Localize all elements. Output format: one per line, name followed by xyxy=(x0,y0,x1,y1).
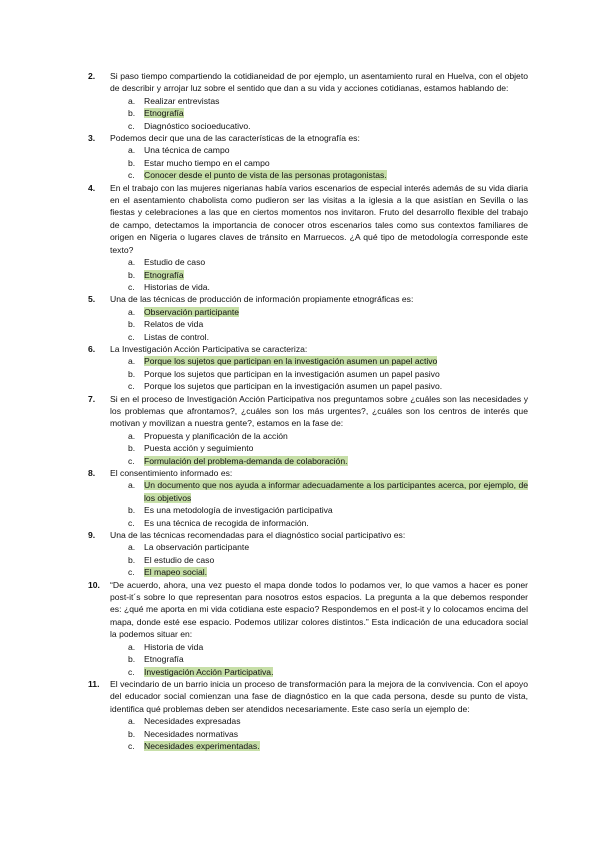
option-letter: c. xyxy=(128,170,135,181)
option-text: Necesidades normativas xyxy=(144,728,239,739)
answer-option xyxy=(88,144,528,156)
option-text: Puesta acción y seguimiento xyxy=(144,443,254,454)
answer-option-correct xyxy=(88,107,528,119)
answer-option xyxy=(88,281,528,293)
option-letter: b. xyxy=(128,443,136,454)
option-letter: a. xyxy=(128,430,136,441)
question-item xyxy=(88,579,528,641)
answer-option-correct xyxy=(88,355,528,367)
option-text: Historia de vida xyxy=(144,641,204,652)
question-item xyxy=(88,529,528,541)
answer-option xyxy=(88,430,528,442)
answer-option xyxy=(88,331,528,343)
answer-option xyxy=(88,368,528,380)
question-text: En el trabajo con las mujeres nigerianas había varios escenarios de especial interés además de su vida diaria en el asentamiento chabolista como pudieron ser las visitas a la iglesia a la que asistían en Sevilla o las fiestas y celebraciones a las que en ciertos momentos nos invitaron. Fruto del desarrollo flexible del trabajo de campo, detectamos la importancia de conocer otros escenarios tales como sus contextos familiares de origen en Nigeria o lugares claves de tránsito en Marruecos. ¿A qué tipo de metodología corresponde este texto? xyxy=(110,182,528,255)
question-number: 9. xyxy=(88,530,96,541)
option-letter: a. xyxy=(128,480,136,491)
highlighted-answer-text: Etnografía xyxy=(144,108,184,119)
question-item xyxy=(88,70,528,95)
answer-option xyxy=(88,728,528,740)
highlighted-answer-text: Conocer desde el punto de vista de las personas protagonistas. xyxy=(144,170,387,181)
highlighted-answer-text: Formulación del problema-demanda de colaboración. xyxy=(144,455,348,466)
option-letter: c. xyxy=(128,331,135,342)
answer-option-correct xyxy=(88,666,528,678)
option-text: Relatos de vida xyxy=(144,319,204,330)
answer-option xyxy=(88,442,528,454)
option-text: Propuesta y planificación de la acción xyxy=(144,430,288,441)
option-letter: b. xyxy=(128,728,136,739)
option-letter: a. xyxy=(128,641,136,652)
option-letter: c. xyxy=(128,120,135,131)
answer-option xyxy=(88,95,528,107)
answer-option-correct xyxy=(88,455,528,467)
highlighted-answer-text: Un documento que nos ayuda a informar adecuadamente a los participantes acerca, por ejemplo, de los objetivos xyxy=(144,480,528,503)
question-number: 2. xyxy=(88,71,96,81)
question-number: 8. xyxy=(88,468,96,478)
answer-option xyxy=(88,256,528,268)
question-item xyxy=(88,467,528,479)
highlighted-answer-text: Etnografía xyxy=(144,269,184,280)
answer-option-correct xyxy=(88,306,528,318)
question-list xyxy=(88,70,528,752)
option-letter: a. xyxy=(128,95,136,106)
option-letter: c. xyxy=(128,740,135,751)
question-text: Una de las técnicas recomendadas para el diagnóstico social participativo es: xyxy=(110,530,406,541)
option-text: Diagnóstico socioeducativo. xyxy=(144,120,251,131)
option-text: Necesidades expresadas xyxy=(144,716,241,727)
question-text: Una de las técnicas de producción de información propiamente etnográficas es: xyxy=(110,294,414,305)
option-text: Historias de vida. xyxy=(144,281,210,292)
question-text: “De acuerdo, ahora, una vez puesto el mapa donde todos lo podamos ver, lo que vamos a hacer es poner post-it´s sobre lo que representan para nosotros estos espacios. La pregunta a la que debemos responder es: ¿qué me aporta en mi vida cotidiana este espacio? Respondemos en el post-it y lo colocamos encima del mapa, donde esté ese espacio. Podemos utilizar colores distintos.” Esta indicación de una educadora social la podemos situar en: xyxy=(110,579,528,640)
option-letter: c. xyxy=(128,455,135,466)
question-number: 10. xyxy=(88,579,100,590)
question-text: El vecindario de un barrio inicia un proceso de transformación para la mejora de la convivencia. Con el apoyo del educador social comienzan una fase de diagnóstico en la que cada persona, desde su punto de vista, identifica qué problemas deben ser atendidos necesariamente. Este caso sería un ejemplo de: xyxy=(110,678,528,714)
option-letter: b. xyxy=(128,108,136,119)
option-letter: b. xyxy=(128,269,136,280)
question-number: 4. xyxy=(88,182,96,193)
answer-option xyxy=(88,120,528,132)
answer-option xyxy=(88,653,528,665)
option-letter: b. xyxy=(128,157,136,168)
answer-option-correct xyxy=(88,566,528,578)
answer-option xyxy=(88,554,528,566)
option-letter: a. xyxy=(128,356,136,367)
option-letter: a. xyxy=(128,145,136,156)
option-letter: c. xyxy=(128,517,135,528)
option-text: El estudio de caso xyxy=(144,554,215,565)
answer-option xyxy=(88,157,528,169)
answer-option xyxy=(88,517,528,529)
option-letter: c. xyxy=(128,281,135,292)
answer-option xyxy=(88,541,528,553)
answer-option xyxy=(88,641,528,653)
question-text: La Investigación Acción Participativa se caracteriza: xyxy=(110,343,308,354)
highlighted-answer-text: Necesidades experimentadas. xyxy=(144,740,260,751)
highlighted-answer-text: Porque los sujetos que participan en la investigación asumen un papel activo xyxy=(144,356,438,367)
highlighted-answer-text: Observación participante xyxy=(144,306,240,317)
answer-option xyxy=(88,504,528,516)
option-letter: b. xyxy=(128,368,136,379)
option-text: Porque los sujetos que participan en la investigación asumen un papel pasivo xyxy=(144,368,440,379)
question-text: Si paso tiempo compartiendo la cotidianeidad de por ejemplo, un asentamiento rural en Huelva, con el objeto de describir y arrojar luz sobre el sentido que dan a su vida y acciones cotidianas, estamos hablando de: xyxy=(110,71,528,94)
option-text: La observación participante xyxy=(144,542,250,553)
option-text: Etnografía xyxy=(144,654,184,665)
question-text: Si en el proceso de Investigación Acción Participativa nos preguntamos sobre ¿cuáles son las necesidades y los problemas que afrontamos?, ¿cuáles son los más urgentes?, ¿cuáles son los centros de interés que motivan y movilizan a nuestra gente?, estamos en la fase de: xyxy=(110,393,528,429)
question-number: 5. xyxy=(88,294,96,305)
question-item xyxy=(88,678,528,715)
option-letter: b. xyxy=(128,654,136,665)
question-item xyxy=(88,293,528,305)
option-text: Listas de control. xyxy=(144,331,209,342)
highlighted-answer-text: El mapeo social. xyxy=(144,567,208,578)
option-text: Porque los sujetos que participan en la investigación asumen un papel pasivo. xyxy=(144,381,443,392)
question-number: 6. xyxy=(88,343,96,354)
answer-option-correct xyxy=(88,169,528,181)
answer-option xyxy=(88,715,528,727)
option-text: Realizar entrevistas xyxy=(144,95,220,106)
option-letter: c. xyxy=(128,666,135,677)
option-letter: b. xyxy=(128,554,136,565)
question-text: El consentimiento informado es: xyxy=(110,468,233,478)
option-letter: a. xyxy=(128,306,136,317)
option-letter: a. xyxy=(128,257,136,268)
answer-option-correct xyxy=(88,479,528,504)
option-letter: c. xyxy=(128,381,135,392)
option-letter: a. xyxy=(128,542,136,553)
question-text: Podemos decir que una de las características de la etnografía es: xyxy=(110,133,360,144)
option-letter: b. xyxy=(128,319,136,330)
question-item xyxy=(88,343,528,355)
option-text: Es una metodología de investigación participativa xyxy=(144,505,333,516)
question-number: 7. xyxy=(88,393,96,404)
question-number: 3. xyxy=(88,133,96,144)
answer-option-correct xyxy=(88,740,528,752)
highlighted-answer-text: Investigación Acción Participativa. xyxy=(144,666,274,677)
question-item xyxy=(88,132,528,144)
option-letter: b. xyxy=(128,505,136,516)
option-text: Una técnica de campo xyxy=(144,145,230,156)
question-number: 11. xyxy=(88,678,100,689)
question-item xyxy=(88,182,528,256)
option-text: Estudio de caso xyxy=(144,257,206,268)
option-letter: a. xyxy=(128,716,136,727)
option-text: Es una técnica de recogida de información. xyxy=(144,517,309,528)
answer-option xyxy=(88,380,528,392)
answer-option-correct xyxy=(88,269,528,281)
answer-option xyxy=(88,318,528,330)
option-text: Estar mucho tiempo en el campo xyxy=(144,157,270,168)
question-item xyxy=(88,393,528,430)
option-letter: c. xyxy=(128,567,135,578)
